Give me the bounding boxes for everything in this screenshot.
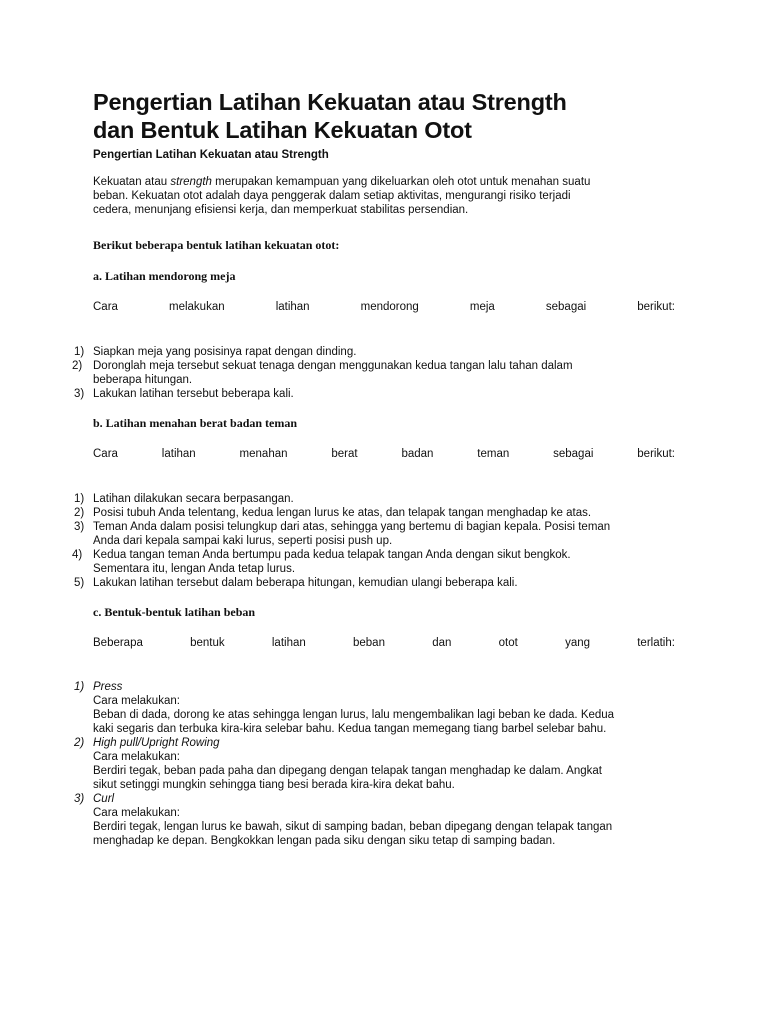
intro-text-cont: merupakan kemampuan yang dikeluarkan oleh otot untuk menahan suatu — [211, 176, 591, 188]
subtitle: Pengertian Latihan Kekuatan atau Strength — [93, 149, 329, 161]
lead-word: teman — [477, 448, 510, 460]
page-title — [93, 88, 675, 144]
lead-word: berikut: — [637, 448, 675, 460]
list-item: 5) Lakukan latihan tersebut dalam beberapa hitungan, kemudian ulangi beberapa kali. — [74, 577, 518, 589]
section-b-lead — [93, 447, 675, 461]
lead-word: menahan — [239, 448, 288, 460]
lead-word: Beberapa — [93, 637, 143, 649]
section-c-lead — [93, 636, 675, 650]
lead-word: mendorong — [360, 301, 419, 313]
intro-line-3: cedera, menunjang efisiensi kerja, dan memperkuat stabilitas persendian. — [93, 204, 469, 216]
intro-text: Kekuatan atau — [93, 176, 171, 188]
exercise-name: Press — [93, 681, 123, 693]
section-b-list — [72, 492, 675, 590]
list-item: 1) Press Cara melakukan: Beban di dada, dorong ke atas sehingga lengan lurus, lalu mengembalikan lagi beban ke dada. Kedua kaki segaris dan terbuka kira-kira selebar bahu. Kedua tangan memegang tiang barbel selebar bahu. — [74, 681, 615, 735]
lead-word: sebagai — [553, 448, 594, 460]
document-page — [72, 88, 675, 848]
title-line-2: dan Bentuk Latihan Kekuatan Otot — [93, 117, 472, 143]
lead-word: latihan — [275, 301, 310, 313]
exercise-name: Curl — [93, 793, 115, 805]
exercise-name: High pull/Upright Rowing — [93, 737, 220, 749]
section-b-heading: b. Latihan menahan berat badan teman — [93, 416, 298, 430]
list-item: 1) Siapkan meja yang posisinya rapat dengan dinding. — [74, 346, 357, 358]
lead-word: dan — [432, 637, 452, 649]
section-a-list — [72, 345, 675, 401]
intro-line-2: beban. Kekuatan otot adalah daya penggerak dalam setiap aktivitas, mengurangi risiko terjadi — [93, 190, 571, 202]
lead-word: berat — [331, 448, 358, 460]
lead-word: yang — [565, 637, 590, 649]
list-item: 2) Posisi tubuh Anda telentang, kedua lengan lurus ke atas, dan telapak tangan menghadap ke atas. — [74, 507, 592, 519]
section-a-heading: a. Latihan mendorong meja — [93, 269, 236, 283]
lead-word: beban — [353, 637, 385, 649]
lead-word: melakukan — [169, 301, 225, 313]
lead-word: Cara — [93, 301, 118, 313]
section-c-list — [74, 680, 675, 848]
section-c-heading: c. Bentuk-bentuk latihan beban — [93, 605, 256, 619]
intro-paragraph — [93, 175, 675, 217]
title-line-1: Pengertian Latihan Kekuatan atau Strength — [93, 89, 567, 115]
lead-word: otot — [498, 637, 518, 649]
intro-emphasis: strength — [170, 176, 212, 188]
list-item: 2) High pull/Upright Rowing Cara melakukan: Berdiri tegak, beban pada paha dan dipegang dengan telapak tangan menghadap ke dalam. Angkat sikut setinggi mungkin sehingga tiang besi berada kira-kira dekat bahu. — [74, 737, 602, 791]
lead-word: latihan — [271, 637, 306, 649]
section-a-lead — [93, 300, 675, 314]
list-item: 1) Latihan dilakukan secara berpasangan. — [74, 493, 294, 505]
lead-word: badan — [401, 448, 434, 460]
list-item: 3) Lakukan latihan tersebut beberapa kali. — [74, 388, 294, 400]
list-item: 3) Teman Anda dalam posisi telungkup dari atas, sehingga yang bertemu di bagian kepala. Posisi teman Anda dari kepala sampai kaki lurus, seperti posisi push up. — [74, 521, 611, 547]
lead-word: terlatih: — [637, 637, 675, 649]
lead-word: latihan — [161, 448, 196, 460]
lead-word: bentuk — [190, 637, 225, 649]
bentuk-heading: Berikut beberapa bentuk latihan kekuatan otot: — [93, 238, 340, 252]
lead-word: berikut: — [637, 301, 675, 313]
list-item: 3) Curl Cara melakukan: Berdiri tegak, lengan lurus ke bawah, sikut di samping badan, beban dipegang dengan telapak tangan menghadap ke depan. Bengkokkan lengan pada siku dengan siku tetap di samping badan. — [74, 793, 613, 847]
list-item: 4) Kedua tangan teman Anda bertumpu pada kedua telapak tangan Anda dengan sikut bengkok. Sementara itu, lengan Anda tetap lurus. — [72, 549, 571, 575]
list-item: 2) Doronglah meja tersebut sekuat tenaga dengan menggunakan kedua tangan lalu tahan dalam beberapa hitungan. — [72, 360, 573, 386]
lead-word: Cara — [93, 448, 118, 460]
lead-word: sebagai — [545, 301, 587, 313]
lead-word: meja — [469, 301, 495, 313]
